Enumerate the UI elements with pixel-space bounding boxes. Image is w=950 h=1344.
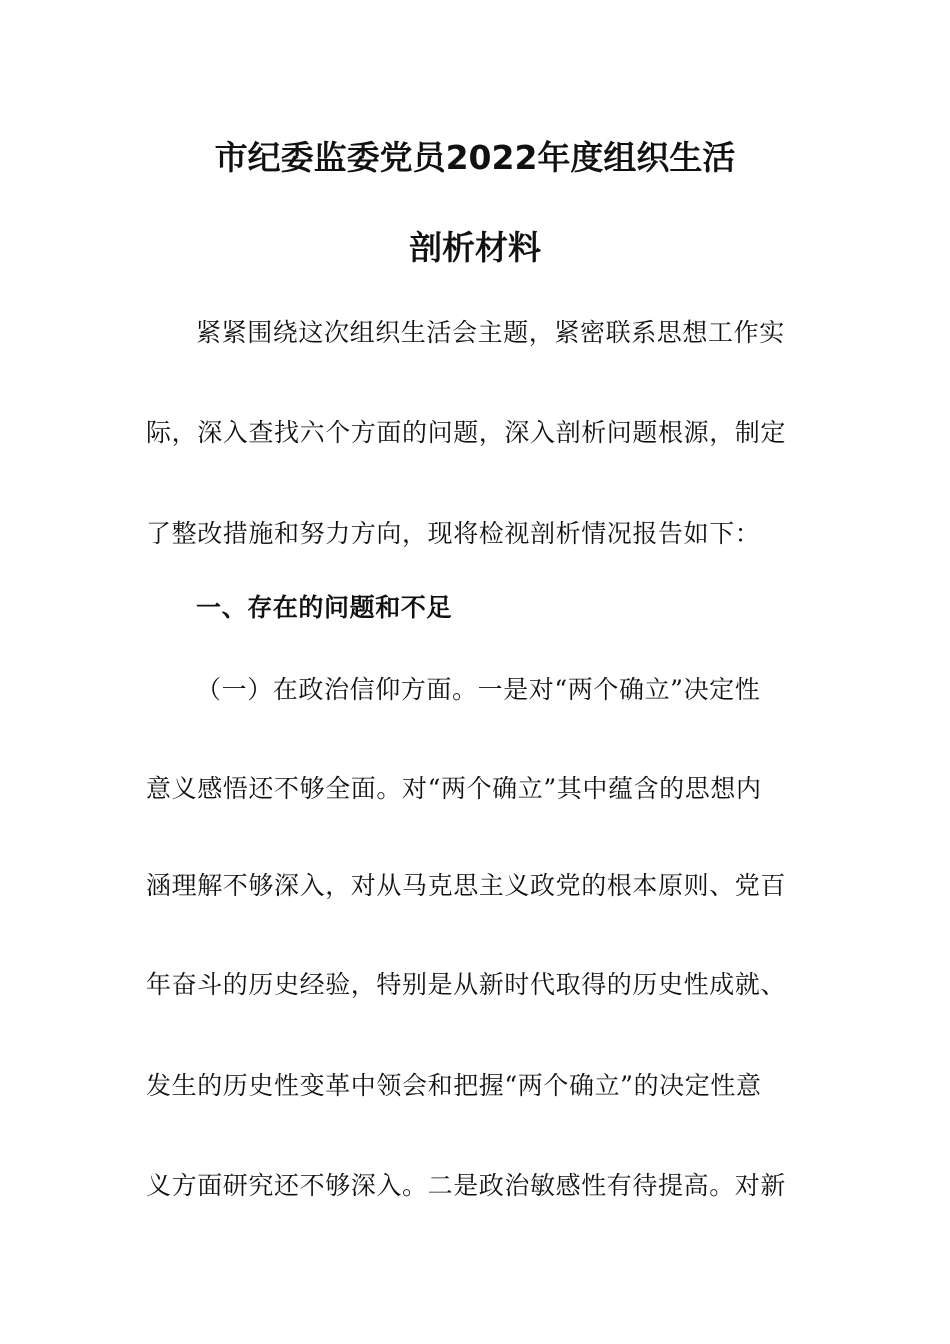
document-title-line-2: 剖析材料 bbox=[409, 228, 541, 267]
paragraph-line: 发生的历史性变革中领会和把握“两个确立”的决定性意 bbox=[146, 1071, 762, 1100]
paragraph-line: 意义感悟还不够全面。对“两个确立”其中蕴含的思想内 bbox=[146, 774, 762, 803]
section-heading: 一、存在的问题和不足 bbox=[196, 593, 453, 622]
paragraph-line: 涵理解不够深入，对从马克思主义政党的根本原则、党百 bbox=[146, 871, 786, 900]
paragraph-line: （一）在政治信仰方面。一是对“两个确立”决定性 bbox=[196, 675, 761, 704]
document-title-line-1: 市纪委监委党员2022年度组织生活 bbox=[214, 138, 736, 177]
paragraph-line: 义方面研究还不够深入。二是政治敏感性有待提高。对新 bbox=[146, 1171, 786, 1200]
paragraph-line: 际，深入查找六个方面的问题，深入剖析问题根源，制定 bbox=[146, 418, 786, 447]
paragraph-line: 年奋斗的历史经验，特别是从新时代取得的历史性成就、 bbox=[146, 970, 786, 999]
paragraph-line: 了整改措施和努力方向，现将检视剖析情况报告如下： bbox=[146, 519, 761, 548]
paragraph-line: 紧紧围绕这次组织生活会主题，紧密联系思想工作实 bbox=[196, 318, 785, 347]
